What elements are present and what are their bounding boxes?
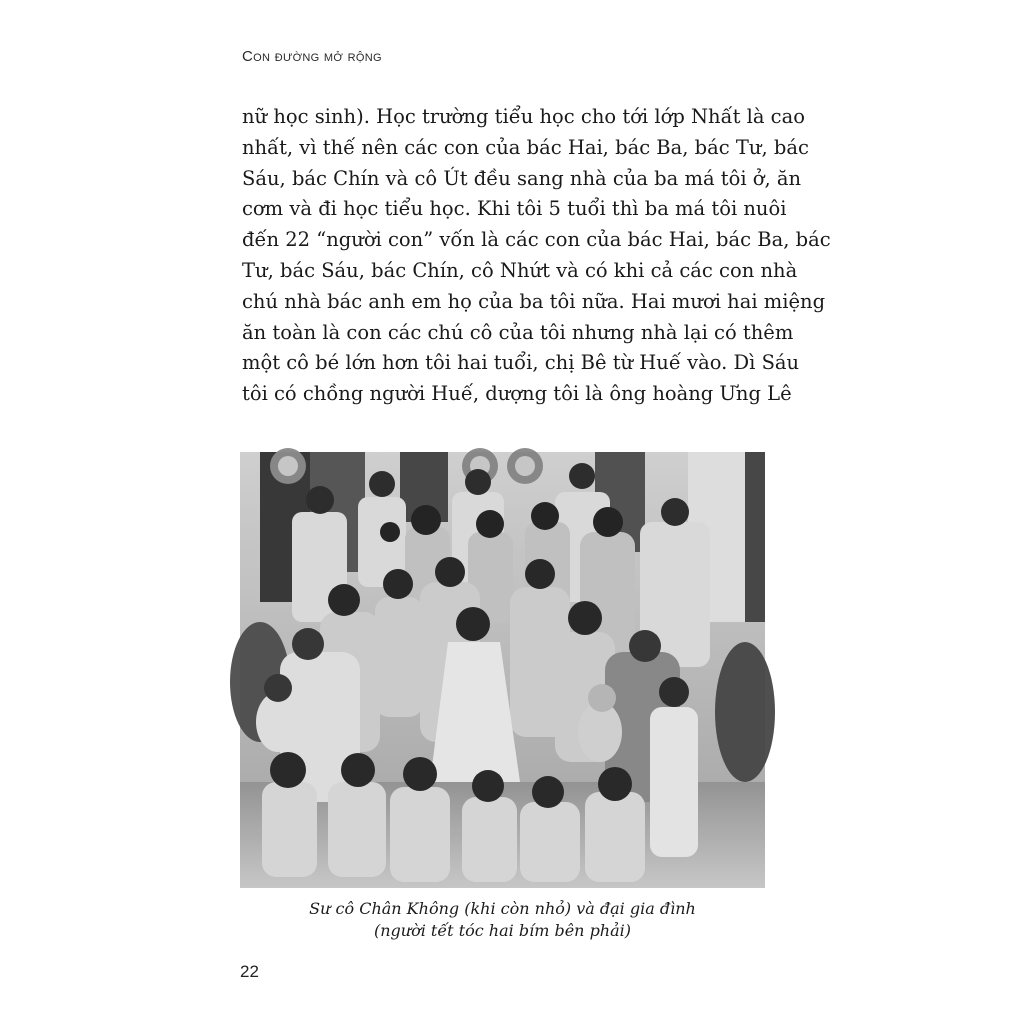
body-line: Sáu, bác Chín và cô Út đều sang nhà của ba má tôi ở, ăn [242, 166, 802, 190]
body-line: ăn toàn là con các chú cô của tôi nhưng nhà lại có thêm [242, 320, 794, 344]
family-photo-illustration [240, 452, 765, 888]
body-line: đến 22 “người con” vốn là các con của bác Hai, bác Ba, bác [242, 228, 831, 252]
photo-caption-line: Sư cô Chân Không (khi còn nhỏ) và đại gia đình [309, 899, 696, 918]
running-header: Con đường mở rộng [242, 48, 382, 65]
body-line: Tư, bác Sáu, bác Chín, cô Nhứt và có khi cả các con nhà [242, 258, 798, 282]
body-line: chú nhà bác anh em họ của ba tôi nữa. Hai mươi hai miệng [242, 289, 826, 313]
photo-caption [240, 898, 765, 942]
page-number: 22 [240, 962, 259, 981]
body-line: nữ học sinh). Học trường tiểu học cho tới lớp Nhất là cao [242, 105, 805, 128]
body-line: tôi có chồng người Huế, dượng tôi là ông hoàng Ưng Lê [242, 382, 792, 406]
body-line: cơm và đi học tiểu học. Khi tôi 5 tuổi thì ba má tôi nuôi [242, 197, 787, 221]
body-text [242, 102, 831, 410]
photo-caption-line: (người tết tóc hai bím bên phải) [373, 921, 632, 940]
family-photo [240, 452, 765, 888]
body-line: nhất, vì thế nên các con của bác Hai, bác Ba, bác Tư, bác [242, 135, 809, 159]
body-line: một cô bé lớn hơn tôi hai tuổi, chị Bê từ Huế vào. Dì Sáu [242, 351, 800, 375]
